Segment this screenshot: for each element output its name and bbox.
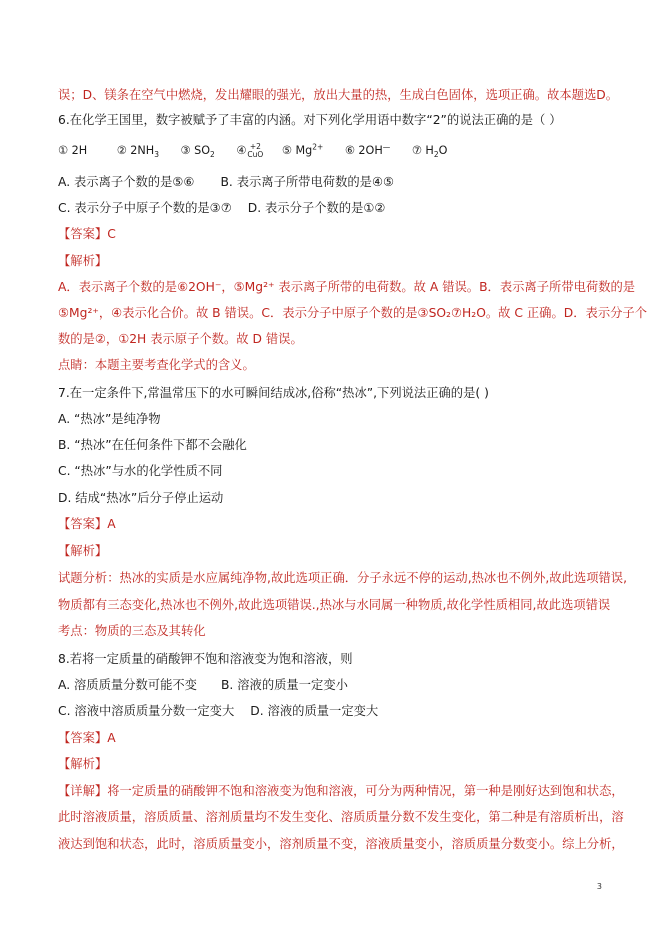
option-b: B. 溶液的质量一定变小 (220, 678, 348, 692)
item-1: ① 2H (58, 144, 88, 157)
question-8-analysis-line-3: 液达到饱和状态，此时，溶质质量变小，溶剂质量不变，溶液质量变小，溶质质量分数变小。综上分析， (58, 837, 624, 851)
question-7-analysis-line-1: 试题分析：热冰的实质是水应属纯净物,故此选项正确．分子永远不停的运动,热冰也不例外,故此选项错误, (58, 571, 627, 585)
page-number: 3 (596, 882, 602, 891)
question-7-option-b: B. “热冰”在任何条件下都不会融化 (58, 438, 247, 452)
item-2: ② $2NH_3$ (116, 144, 159, 160)
question-6-analysis-line-3: 数的是②，①2H 表示原子个数。故 D 错误。 (58, 332, 303, 346)
question-7-option-d: D. 结成“热冰”后分子停止运动 (58, 491, 224, 505)
question-6-answer: 【答案】C (58, 227, 116, 241)
question-7-answer: 【答案】A (58, 517, 116, 531)
question-7-analysis-heading: 【解析】 (58, 544, 108, 558)
option-c: C. 溶液中溶质质量分数一定变大 (58, 704, 235, 718)
question-6-analysis-heading: 【解析】 (58, 254, 108, 268)
question-6-options-ab (58, 173, 394, 191)
question-7-point: 考点：物质的三态及其转化 (58, 624, 206, 638)
option-a: A. 溶质质量分数可能不变 (58, 678, 197, 692)
question-8-analysis-line-1: 【详解】将一定质量的硝酸钾不饱和溶液变为饱和溶液，可分为两种情况，第一种是刚好达到饱和状态， (58, 784, 624, 798)
question-8-analysis-line-2: 此时溶液质量，溶质质量、溶剂质量均不发生变化、溶质质量分数不发生变化，第二种是有溶质析出，溶 (58, 810, 624, 824)
option-d: D. 表示分子个数的是①② (247, 201, 386, 215)
question-6-stem: 6.在化学王国里，数字被赋予了丰富的内涵。对下列化学用语中数字“2”的说法正确的是（ ） (58, 113, 562, 127)
question-6-analysis-line-1: A．表示离子个数的是⑥2OH⁻，⑤Mg²⁺ 表示离子所带的电荷数。故 A 错误。B．表示离子所带电荷数的是 (58, 280, 636, 294)
question-6-analysis-line-2: ⑤Mg²⁺，④表示化合价。故 B 错误。C．表示分子中原子个数的是③SO₂⑦H₂O。故 C 正确。D．表示分子个 (58, 306, 648, 320)
item-3: ③ $SO_2$ (180, 144, 215, 160)
question-6-options-cd (58, 199, 385, 217)
question-8-options-ab (58, 676, 348, 694)
option-c: C. 表示分子中原子个数的是③⑦ (58, 201, 232, 215)
option-a: A. 表示离子个数的是⑤⑥ (58, 175, 195, 189)
item-7: ⑦ $H_2O$ (411, 144, 448, 160)
option-b: B. 表示离子所带电荷数的是④⑤ (220, 175, 395, 189)
question-8-analysis-heading: 【解析】 (58, 757, 108, 771)
question-7-stem: 7.在一定条件下,常温常压下的水可瞬间结成冰,俗称“热冰”,下列说法正确的是( ) (58, 386, 489, 400)
option-d: D. 溶液的质量一定变大 (250, 704, 379, 718)
item-6: ⑥ 2OH— (344, 142, 391, 157)
question-8-options-cd (58, 702, 378, 720)
question-7-option-a: A. “热冰”是纯净物 (58, 412, 161, 426)
question-8-answer: 【答案】A (58, 731, 116, 745)
question-7-analysis-line-2: 物质都有三态变化,热冰也不例外,故此选项错误.,热冰与水同属一种物质,故化学性质相同,故此选项错误 (58, 598, 611, 612)
item-4: ④ +2 CuO (236, 142, 264, 159)
item-5: ⑤ $Mg^{2+}$ (281, 142, 324, 157)
question-6-items (58, 142, 447, 160)
question-7-option-c: C. “热冰”与水的化学性质不同 (58, 464, 223, 478)
question-6-note: 点睛：本题主要考查化学式的含义。 (58, 358, 255, 372)
prev-analysis-line: 误；D、镁条在空气中燃烧，发出耀眼的强光，放出大量的热，生成白色固体，选项正确。故本题选D。 (58, 88, 619, 102)
question-8-stem: 8.若将一定质量的硝酸钾不饱和溶液变为饱和溶液，则 (58, 652, 353, 666)
